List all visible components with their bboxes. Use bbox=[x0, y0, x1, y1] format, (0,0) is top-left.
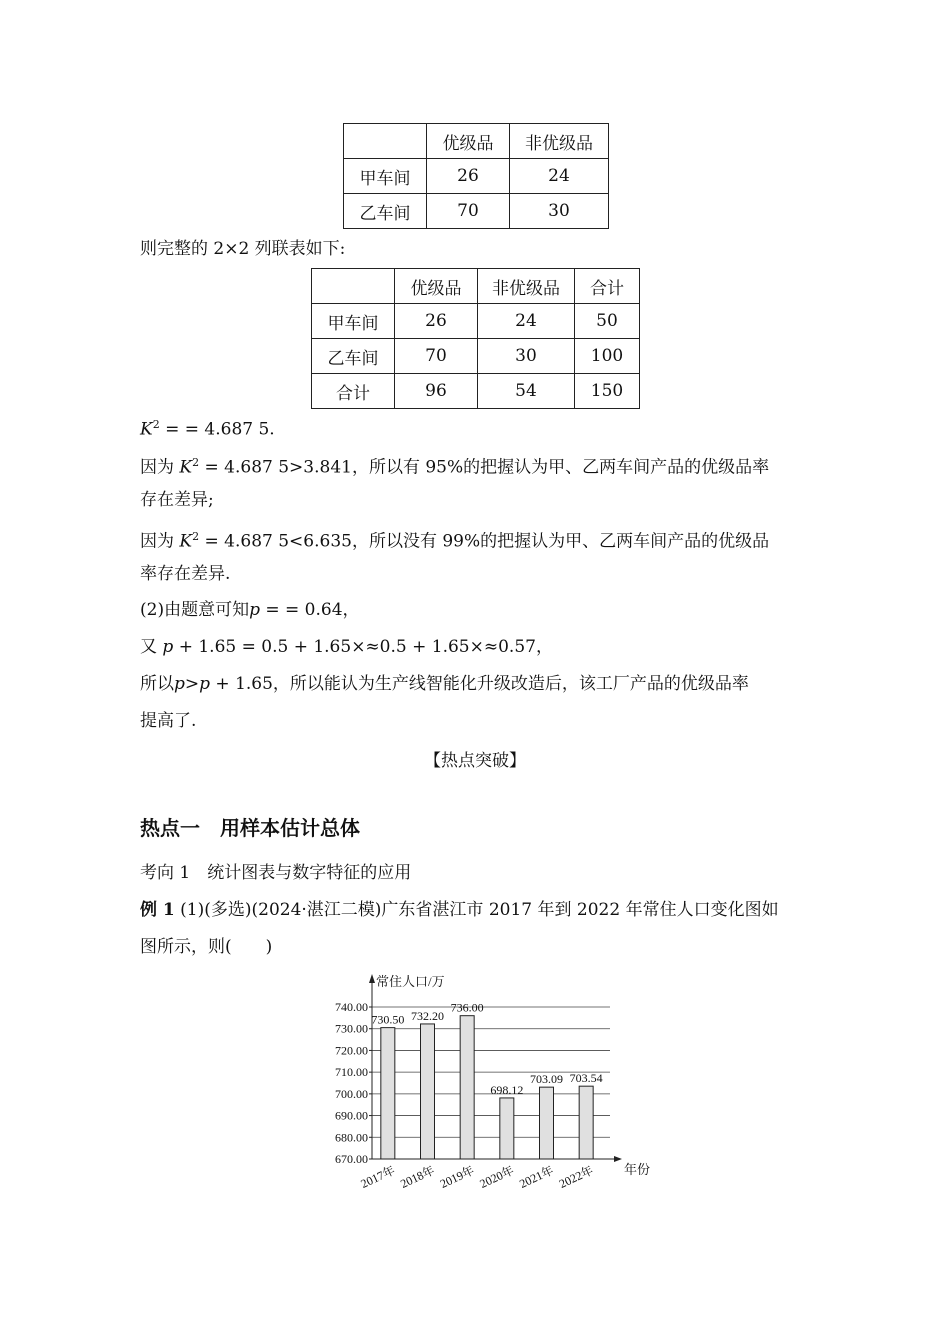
data-label: 698.12 bbox=[490, 1082, 524, 1097]
example-line: 例 1 (1)(多选)(2024·湛江二模)广东省湛江市 2017 年到 2022 年常住人口变化图如 bbox=[140, 900, 779, 920]
y-tick-label: 700.00 bbox=[335, 1086, 368, 1101]
table-header: 合计 bbox=[575, 269, 640, 304]
bar bbox=[540, 1087, 554, 1159]
bar bbox=[381, 1028, 395, 1159]
table-row bbox=[344, 194, 609, 229]
y-tick-label: 720.00 bbox=[335, 1043, 368, 1058]
x-tick-label: 2019年 bbox=[437, 1163, 477, 1191]
data-label: 703.09 bbox=[530, 1072, 563, 1087]
table-cell: 96 bbox=[395, 374, 478, 409]
table-cell: 乙车间 bbox=[344, 194, 427, 229]
table-cell: 26 bbox=[427, 159, 510, 194]
table-cell: 70 bbox=[427, 194, 510, 229]
table-cell: 50 bbox=[575, 304, 640, 339]
text-line: 又 p + 1.65 = 0.5 + 1.65×≈0.5 + 1.65×≈0.57， bbox=[140, 637, 553, 657]
subheading: 考向 1 统计图表与数字特征的应用 bbox=[140, 863, 412, 883]
y-tick-label: 670.00 bbox=[335, 1152, 368, 1166]
population-bar-chart bbox=[300, 965, 651, 1200]
table-2 bbox=[311, 268, 640, 409]
table-cell: 54 bbox=[478, 374, 575, 409]
table-cell: 70 bbox=[395, 339, 478, 374]
x-tick-label: 2022年 bbox=[556, 1163, 596, 1191]
text-line: 存在差异; bbox=[140, 490, 214, 510]
table-1 bbox=[343, 123, 609, 229]
section-heading: 热点一 用样本估计总体 bbox=[140, 816, 360, 840]
text-line: 因为 $K^2 = 4.687$ 5<6.635，所以没有 99%的把握认为甲、乙两车间产品的优级品 bbox=[140, 530, 770, 552]
table-header: 优级品 bbox=[395, 269, 478, 304]
text-line: 所以p>p + 1.65，所以能认为生产线智能化升级改造后，该工厂产品的优级品率 bbox=[140, 674, 749, 694]
data-label: 732.20 bbox=[411, 1008, 444, 1023]
y-tick-label: 730.00 bbox=[335, 1021, 368, 1036]
table-cell: 合计 bbox=[312, 374, 395, 409]
x-tick-label: 2020年 bbox=[477, 1163, 517, 1191]
bar bbox=[421, 1024, 435, 1159]
data-label: 736.00 bbox=[450, 1000, 484, 1015]
table-cell: 24 bbox=[510, 159, 609, 194]
table-cell bbox=[312, 269, 395, 304]
bar bbox=[500, 1098, 514, 1159]
x-axis-arrow bbox=[614, 1156, 622, 1162]
x-axis-title: 年份 bbox=[624, 1162, 651, 1177]
table-cell: 30 bbox=[510, 194, 609, 229]
table-header: 非优级品 bbox=[510, 124, 609, 159]
text-line: 提高了. bbox=[140, 711, 197, 731]
k2-formula: $K^2$ = = 4.687 5. bbox=[140, 418, 275, 440]
table-header: 优级品 bbox=[427, 124, 510, 159]
table-row bbox=[312, 374, 640, 409]
example-label: 例 1 bbox=[140, 900, 175, 920]
text-line: 因为 $K^2 = 4.687$ 5>3.841，所以有 95%的把握认为甲、乙两车间产品的优级品率 bbox=[140, 456, 770, 478]
text-line: (2)由题意可知p = = 0.64， bbox=[140, 600, 360, 620]
x-tick-label: 2018年 bbox=[398, 1163, 437, 1191]
y-tick-label: 740.00 bbox=[335, 1000, 368, 1014]
bar bbox=[460, 1016, 474, 1159]
x-tick-label: 2021年 bbox=[517, 1163, 556, 1191]
table-cell bbox=[344, 124, 427, 159]
data-label: 730.50 bbox=[371, 1012, 405, 1027]
table-cell: 甲车间 bbox=[344, 159, 427, 194]
table-row bbox=[312, 339, 640, 374]
text-line: 率存在差异. bbox=[140, 564, 231, 584]
table-header: 非优级品 bbox=[478, 269, 575, 304]
table-cell: 26 bbox=[395, 304, 478, 339]
table-cell: 100 bbox=[575, 339, 640, 374]
y-tick-label: 680.00 bbox=[335, 1130, 368, 1145]
table2-intro: 则完整的 2×2 列联表如下: bbox=[140, 239, 346, 259]
section-bracket: 【热点突破】 bbox=[424, 751, 526, 771]
y-axis-arrow bbox=[369, 974, 375, 983]
x-tick-label: 2017年 bbox=[358, 1163, 398, 1191]
y-axis-title: 常住人口/万 bbox=[376, 974, 445, 989]
table-row bbox=[344, 159, 609, 194]
table-cell: 150 bbox=[575, 374, 640, 409]
table-cell: 24 bbox=[478, 304, 575, 339]
table-row bbox=[344, 124, 609, 159]
data-label: 703.54 bbox=[569, 1071, 603, 1086]
bar bbox=[579, 1086, 593, 1159]
table-cell: 乙车间 bbox=[312, 339, 395, 374]
table-row bbox=[312, 269, 640, 304]
example-line: 图所示，则( ) bbox=[140, 937, 273, 957]
y-tick-label: 710.00 bbox=[335, 1065, 368, 1080]
table-row bbox=[312, 304, 640, 339]
y-tick-label: 690.00 bbox=[335, 1108, 368, 1123]
table-cell: 甲车间 bbox=[312, 304, 395, 339]
table-cell: 30 bbox=[478, 339, 575, 374]
